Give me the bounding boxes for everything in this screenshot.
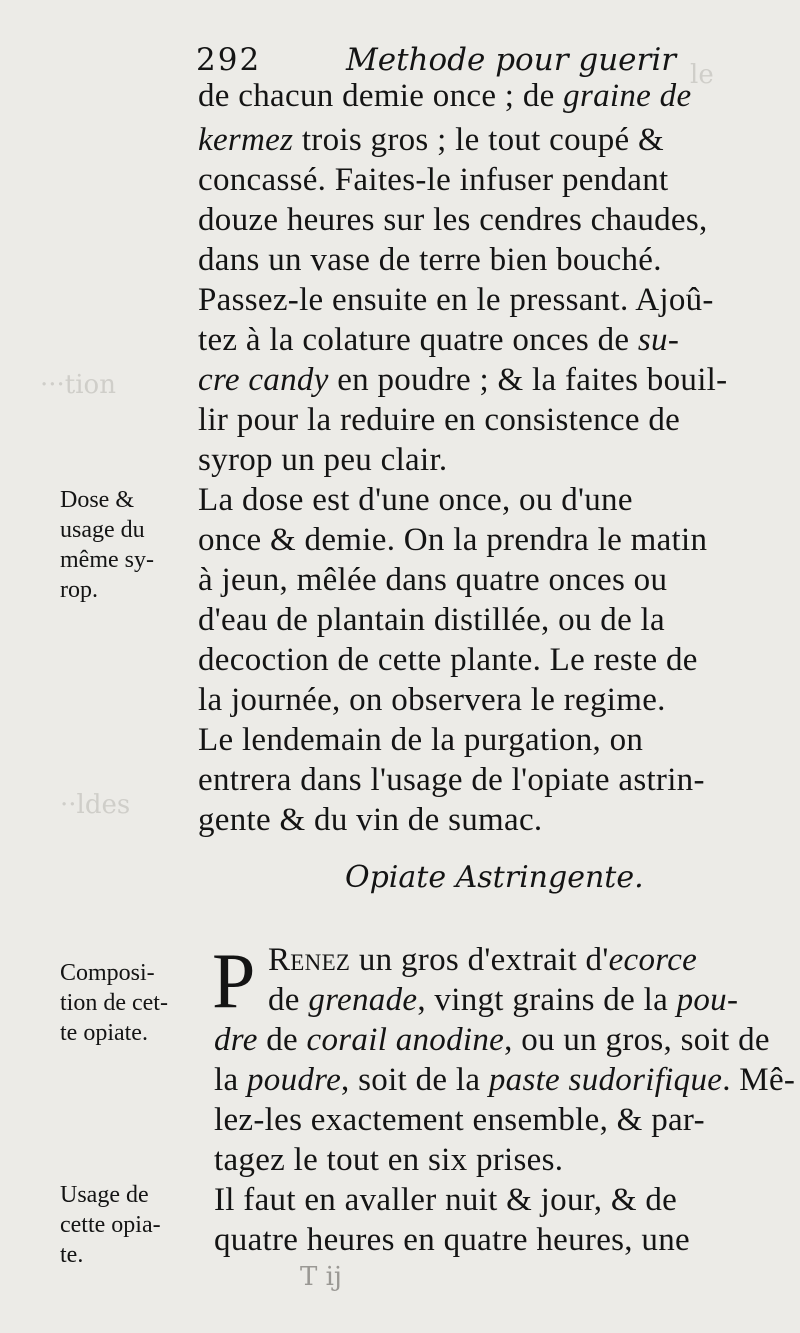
text-line: d'eau de plantain distillée, ou de la — [198, 602, 665, 638]
text-line: lir pour la reduire en consistence de — [198, 402, 681, 438]
drop-cap: P — [212, 937, 256, 1024]
text-line: syrop un peu clair. — [198, 442, 448, 478]
text-line: la journée, on observera le regime. — [198, 682, 666, 718]
bleed-through-text: ··ldes — [60, 790, 131, 820]
section-heading: Opiate Astringente. — [345, 860, 644, 895]
running-header — [196, 42, 677, 78]
text-line: Il faut en avaller nuit & jour, & de — [214, 1182, 678, 1218]
text-line: tagez le tout en six prises. — [214, 1142, 564, 1178]
text-line: entrera dans l'usage de l'opiate astrin- — [198, 762, 705, 798]
text-line: La dose est d'une once, ou d'une — [198, 482, 633, 518]
text-line: dre de corail anodine, ou un gros, soit de — [214, 1022, 770, 1058]
text-line: concassé. Faites-le infuser pendant — [198, 162, 669, 198]
text-line: quatre heures en quatre heures, une — [214, 1222, 690, 1258]
text-line: de chacun demie once ; de graine de — [198, 78, 692, 114]
text-line: dans un vase de terre bien bouché. — [198, 242, 662, 278]
signature-mark: T ij — [300, 1262, 342, 1292]
page-number: 292 — [196, 42, 262, 78]
text-line: kermez trois gros ; le tout coupé & — [198, 122, 664, 158]
text-line: Renez un gros d'extrait d'ecorce — [268, 942, 698, 978]
text-line: gente & du vin de sumac. — [198, 802, 543, 838]
running-title: Methode pour guerir — [346, 42, 677, 78]
text-line: de grenade, vingt grains de la pou- — [268, 982, 739, 1018]
text-line: Passez-le ensuite en le pressant. Ajoû- — [198, 282, 714, 318]
margin-note-usage: Usage de cette opia- te. — [60, 1182, 161, 1268]
text-line: Le lendemain de la purgation, on — [198, 722, 644, 758]
text-line: à jeun, mêlée dans quatre onces ou — [198, 562, 668, 598]
bleed-through-text: le — [690, 60, 714, 90]
text-line: tez à la colature quatre onces de su- — [198, 322, 680, 358]
text-line: lez-les exactement ensemble, & par- — [214, 1102, 705, 1138]
bleed-through-text: ···tion — [40, 370, 116, 400]
text-line: cre candy en poudre ; & la faites bouil- — [198, 362, 728, 398]
text-line: decoction de cette plante. Le reste de — [198, 642, 698, 678]
margin-note-composition: Composi- tion de cet- te opiate. — [60, 960, 168, 1046]
text-line: douze heures sur les cendres chaudes, — [198, 202, 708, 238]
margin-note-dose: Dose & usage du même sy- rop. — [60, 487, 154, 603]
text-line: once & demie. On la prendra le matin — [198, 522, 708, 558]
text-line: la poudre, soit de la paste sudorifique. Mê- — [214, 1062, 796, 1098]
